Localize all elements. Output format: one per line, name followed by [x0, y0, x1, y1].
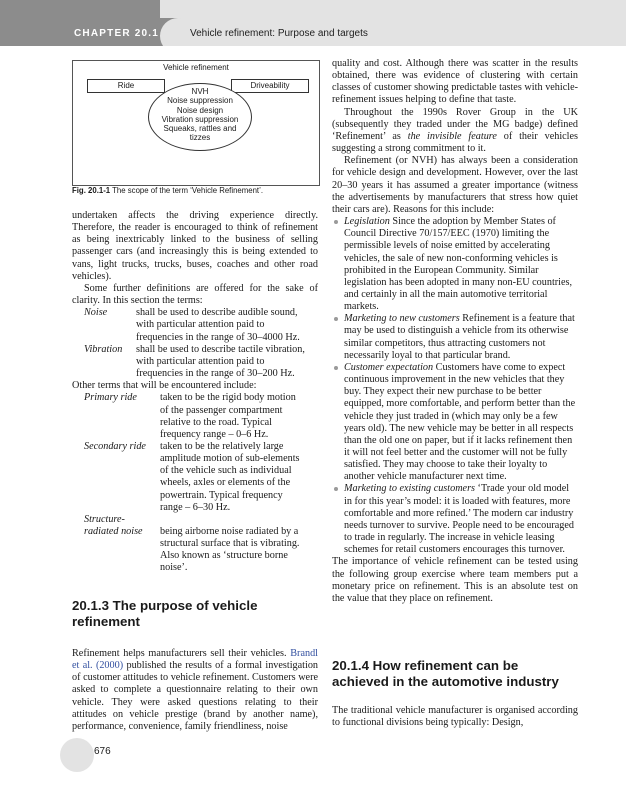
paragraph [332, 107, 578, 156]
definition-list-other-terms [72, 392, 318, 574]
bullet-icon [334, 220, 338, 224]
bullet-text: Refinement is a feature that may be used to distinguish a vehicle from its otherwise similar competitors, thus attracting customers not necessarily loyal to that particular brand. [344, 313, 575, 361]
right-column [332, 58, 578, 605]
figure-vehicle-refinement [72, 60, 320, 186]
figure-nvh-line: Squeaks, rattles and [163, 124, 237, 134]
definition-row [72, 344, 318, 380]
bullet-lead: Marketing to existing customers [344, 483, 475, 495]
definition-term: Structure-radiated noise [84, 513, 143, 538]
figure-driveability-label: Driveability [250, 81, 290, 90]
paragraph-text: published the results of a formal investigation of customer attitudes to vehicle refinement. Customers were asked to complete a questionnaire relating to their own vehicle. They were asked questions relating to their attitudes on vehicle prestige (brand by another name), performance, convenience, family friendliness, noise [72, 660, 319, 732]
paragraph [72, 648, 318, 733]
section-heading-20-1-3: 20.1.3 The purpose of vehicle refinement [72, 598, 258, 629]
paragraph: quality and cost. Although there was scatter in the results obtained, there was evidence of clustering with certain classes of customer showing predictable tastes with vehicle-refinement issues helping to define that taste. [332, 58, 578, 106]
bullet-text: Since the adoption by Member States of Council Directive 70/157/EEC (1970) limiting the permissible levels of noise emitted by accelerating vehicles, the sale of new non-conforming vehicles is prohibited in the European Community. Similar legislation has been adopted in many non-EU countries, and certainly in all the main automotive territorial markets. [344, 216, 573, 313]
definition-term: Noise [84, 307, 108, 319]
definition-term: Primary ride [84, 392, 137, 404]
running-header [0, 0, 626, 46]
left-column [72, 210, 318, 575]
list-item [332, 362, 578, 484]
bullet-icon [334, 366, 338, 370]
paragraph: Some further definitions are offered for the sake of clarity. In this section the terms: [72, 282, 318, 307]
figure-nvh-line: Noise suppression [167, 96, 233, 106]
running-title: Vehicle refinement: Purpose and targets [190, 28, 368, 39]
figure-ride-label: Ride [117, 81, 135, 90]
figure-nvh-line: Noise design [176, 105, 224, 115]
list-item [332, 483, 578, 556]
paragraph: The traditional vehicle manufacturer is organised according to functional divisions being typically: Design, [332, 705, 578, 729]
header-notch-cover [160, 0, 196, 18]
paragraph-text: Throughout the 1990s Rover Group in the UK (subsequently they traded under the MG badge) defined ‘Refinement’ as [332, 106, 578, 142]
emphasis-text: the invisible feature [407, 130, 497, 142]
definition-term: Secondary ride [84, 440, 146, 452]
bullet-icon [334, 317, 338, 321]
definition-row [72, 392, 318, 441]
figure-nvh-ellipse [148, 83, 252, 151]
bullet-lead: Marketing to new customers [344, 313, 460, 325]
paragraph-text: Refinement helps manufacturers sell their vehicles. [72, 648, 287, 659]
header-light-band [178, 0, 626, 46]
definition-row [72, 441, 318, 514]
definition-text: taken to be the rigid body motion of the passenger compartment relative to the road. Typical frequency range – 0–6 Hz. [160, 392, 296, 440]
figure-nvh-line: tizzes [189, 133, 211, 143]
right-column-section [332, 705, 578, 729]
paragraph: The importance of vehicle refinement can be tested using the following group exercise where team members put a monetary price on refinement. This is an absolute test on the value that they place on refinement. [332, 556, 578, 604]
figure-nvh-line: Vibration suppression [161, 114, 239, 124]
paragraph-text: of their vehicles suggesting a strong commitment to it. [332, 130, 578, 155]
list-item [332, 313, 578, 362]
definition-text: being airborne noise radiated by a structural surface that is vibrating. Also known as ‘structure borne noise’. [160, 525, 300, 574]
bullet-icon [334, 487, 338, 491]
citation-link[interactable]: Brandl et al. (2000) [72, 648, 318, 672]
chapter-label: CHAPTER 20.1 [74, 28, 159, 39]
definition-text: shall be used to describe tactile vibration, with particular attention paid to frequencies in the range of 30–200 Hz. [136, 343, 305, 380]
section-heading-20-1-4: 20.1.4 How refinement can be achieved in the automotive industry [332, 658, 559, 689]
paragraph: Refinement (or NVH) has always been a consideration for vehicle design and development. However, over the last 20–30 years it has assumed a greater importance (witness the advertisements by manufacturers that stress how quiet their cars are). Reasons for this include: [332, 155, 578, 215]
header-dark-band [0, 0, 178, 46]
bullet-text: Customers have come to expect continuous improvement in the new vehicles that they buy. They expect their new purchase to be better equipped, more comfortable, and perform better than the vehicle they just traded in (which may only be a few years old). The new vehicle may be better in all respects than the old one on paper, but if it lacks refinement then it will not feel better and the customer will not be fully satisfied. They may choose to take their loyalty to another vehicle manufacturer next time. [344, 361, 576, 483]
figure-caption [72, 186, 322, 195]
bullet-lead: Customer expectation [344, 361, 434, 373]
page-number-circle [60, 738, 94, 772]
definition-row [72, 514, 318, 575]
bullet-text: ‘Trade your old model in for this year’s model: it is loaded with features, more comfortable and more refined.’ The modern car industry needs turnover to survive. People need to be encouraged to trade in regularly. The increase in vehicle leasing schemes for retail customers encourages this turnover. [344, 483, 574, 556]
figure-nvh-line: NVH [191, 87, 209, 96]
paragraph: Other terms that will be encountered include: [72, 380, 257, 392]
definition-row [72, 307, 318, 343]
page-number: 676 [94, 746, 111, 757]
figure-caption-label: Fig. 20.1-1 [72, 186, 111, 195]
bullet-lead: Legislation [344, 216, 390, 228]
definition-term: Vibration [84, 343, 123, 355]
left-column-section [72, 648, 318, 733]
reasons-bullet-list [332, 216, 578, 556]
list-item [332, 216, 578, 313]
figure-title: Vehicle refinement [163, 63, 229, 72]
definition-text: shall be used to describe audible sound, with particular attention paid to frequencies in the range of 30–4000 Hz. [136, 307, 300, 343]
paragraph: undertaken affects the driving experience directly. Therefore, the reader is encouraged to think of refinement as being inextricably linked to the business of selling passenger cars (and increasingly this is being extended to vans, light trucks, trucks, buses, coaches and other road vehicles). [72, 210, 318, 282]
figure-caption-text: The scope of the term ‘Vehicle Refinement’. [112, 186, 263, 195]
definition-text: taken to be the relatively large amplitude motion of sub-elements of the vehicle such as individual wheels, axles or elements of the powertrain. Typical frequency range – 6–30 Hz. [160, 440, 300, 513]
definition-list-terms [72, 307, 318, 380]
